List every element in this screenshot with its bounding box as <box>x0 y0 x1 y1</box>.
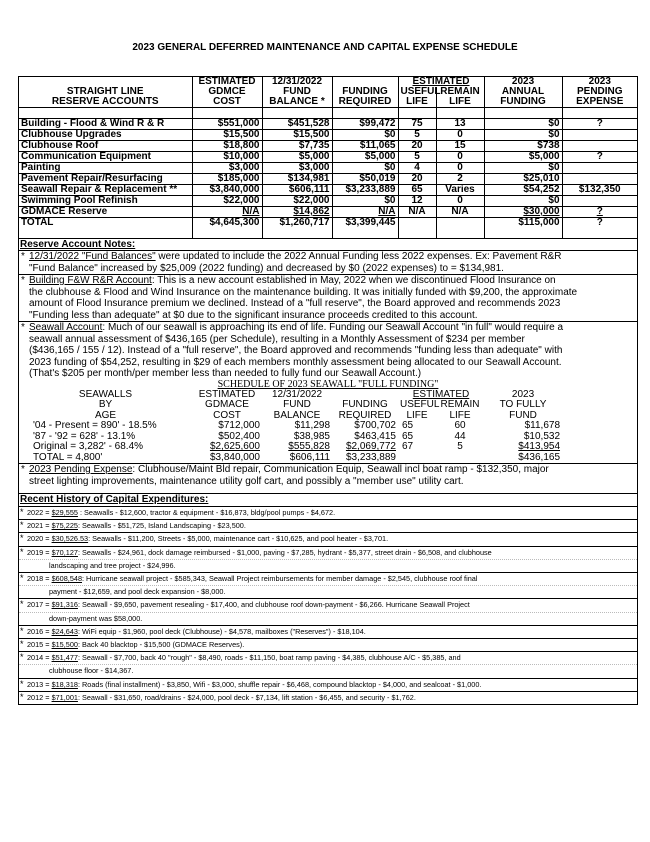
note-text: "Fund Balance" increased by $25,009 (2022 funding) and decreased by $0 (2022 expenses) to = $134,981. <box>29 262 504 274</box>
seawall-header-cell: LIFE <box>449 409 471 421</box>
history-heading: Recent History of Capital Expenditures: <box>20 494 209 505</box>
cell-balance: $22,000 <box>262 196 332 207</box>
cell-cost: $3,840,000 <box>192 185 262 196</box>
seawall-row <box>19 421 637 432</box>
cell-name: Swimming Pool Refinish <box>19 196 192 207</box>
history-text: : Seawalls - $24,961, dock damage reimbursed - $1,000, paving - $7,285, hydrant - $5,377, street drain - $6,508, and clubhouse <box>77 547 492 557</box>
seawall-header-cell <box>562 390 637 401</box>
pending-text: street lighting improvements, maintenance utility golf cart, and possibly a "member use" utility cart. <box>29 475 464 487</box>
history-item <box>19 506 637 519</box>
cell-funding: $25,010 <box>484 174 562 185</box>
seawall-balance: $11,298 <box>294 420 330 431</box>
seawall-age: '87 - '92 = 628' - 13.1% <box>33 430 136 442</box>
history-text: : Seawall - $9,650, pavement resealing - $17,400, and clubhouse roof down-payment - $6,266. Hurricane Seawall Project <box>77 600 470 610</box>
note-item <box>19 250 637 274</box>
spacer-cell <box>398 228 436 238</box>
cell-funding: $738 <box>484 141 562 152</box>
bullet-mark: * <box>20 652 24 663</box>
bullet-mark: * <box>20 546 24 557</box>
table-row <box>19 196 637 207</box>
seawall-header-cell: FUND <box>509 409 537 421</box>
note-text: seawall annual assessment of $436,165 (per Schedule), resulting in a Monthly Assessment of $234 per member <box>29 333 525 345</box>
spacer-cell <box>484 228 562 238</box>
history-year: 2020 = <box>27 534 52 544</box>
cell-required: $50,019 <box>332 174 398 185</box>
header-cell: PENDING <box>562 87 637 97</box>
table-row <box>19 163 637 174</box>
cell-name: GDMACE Reserve <box>19 207 192 218</box>
spacer-cell <box>19 108 192 119</box>
history-item <box>19 638 637 651</box>
seawall-header-cell: USEFUL <box>400 399 440 410</box>
seawall-header-cell: FUND <box>283 399 311 410</box>
seawall-header-cell: FUNDING <box>342 399 388 410</box>
header-cell: ESTIMATED <box>192 77 262 87</box>
header-cell: EXPENSE <box>562 97 637 108</box>
seawall-header-cell: BY <box>98 399 113 410</box>
notes-heading: Reserve Account Notes: <box>20 239 136 250</box>
note-text: "Funding less than adequate" at $0 due to the significant insurance proceeds credited to this account. <box>29 309 478 321</box>
seawall-required: $2,069,772 <box>345 441 396 452</box>
total-pending: ? <box>562 218 637 229</box>
header-cell: GDMCE <box>192 87 262 97</box>
cell-useful: 12 <box>398 196 436 207</box>
cell-cost: $15,500 <box>192 130 262 141</box>
cell-name: Painting <box>19 163 192 174</box>
history-year: 2017 = <box>27 600 52 610</box>
history-item <box>19 546 637 559</box>
spacer-cell <box>562 453 637 464</box>
header-cell: BALANCE * <box>262 97 332 108</box>
history-item <box>19 572 637 585</box>
bullet-mark: * <box>20 639 24 650</box>
schedule-frame <box>18 76 638 705</box>
history-year: 2018 = <box>27 574 52 584</box>
spacer-cell <box>562 442 637 453</box>
cell-required: $5,000 <box>332 152 398 163</box>
seawall-header-cell: 2023 <box>511 388 535 400</box>
note-text: : This is a new account established in May, 2022 when we discontinued Flood Insurance on <box>151 275 556 286</box>
cell-cost: N/A <box>192 207 262 218</box>
cell-balance: $451,528 <box>262 119 332 130</box>
spacer-cell <box>484 108 562 119</box>
header-cell: REMAIN <box>436 87 484 97</box>
header-cell: 2023 <box>562 77 637 87</box>
cell-balance: $15,500 <box>262 130 332 141</box>
total-remain <box>436 218 484 229</box>
history-year: 2021 = <box>27 521 52 531</box>
cell-cost: $22,000 <box>192 196 262 207</box>
header-cell: 2023 <box>484 77 562 87</box>
bullet-mark: * <box>21 322 25 333</box>
cell-cost: $3,000 <box>192 163 262 174</box>
history-continuation: clubhouse floor - $14,367. <box>19 664 637 677</box>
pending-lead: 2023 Pending Expense <box>29 464 133 475</box>
spacer-cell <box>192 108 262 119</box>
seawall-age: Original = 3,282' - 68.4% <box>33 441 144 452</box>
header-cell: FUND <box>262 87 332 97</box>
cell-funding: $0 <box>484 119 562 130</box>
seawall-cost: $712,000 <box>218 420 260 431</box>
history-item <box>19 651 637 664</box>
seawall-header-cell <box>562 400 637 411</box>
bullet-mark: * <box>20 507 24 517</box>
note-text: amount of Flood Insurance premium we declined. Instead of a "full reserve", the Board approved and recommends 2023 <box>29 298 561 309</box>
history-amount: $71,001 <box>51 692 78 702</box>
header-cell: USEFUL <box>398 87 436 97</box>
note-text: : Much of our seawall is approaching its end of life. Funding our Seawall Account "in full" would require a <box>102 322 564 333</box>
total-row <box>19 218 637 229</box>
seawall-balance: $606,111 <box>289 451 330 463</box>
reserve-accounts-table <box>19 77 637 238</box>
history-continuation: payment - $12,659, and pool deck expansion - $8,000. <box>19 585 637 598</box>
seawall-fund: $413,954 <box>518 441 561 452</box>
seawall-required: $700,702 <box>354 420 396 431</box>
seawall-age: TOTAL = 4,800' <box>33 451 103 463</box>
history-text: : Hurricane seawall project - $585,343, Seawall Project reimbursements for member damage - $2,545, clubhouse roof final <box>82 574 478 584</box>
history-amount: $29,555 <box>51 508 78 517</box>
cell-remain: 0 <box>436 196 484 207</box>
cell-name: Seawall Repair & Replacement ** <box>19 185 192 196</box>
total-funding: $115,000 <box>484 218 562 229</box>
history-year: 2022 = <box>27 508 52 517</box>
cell-remain: 0 <box>436 163 484 174</box>
note-lead: 12/31/2022 "Fund Balances" <box>29 251 156 262</box>
header-cell: FUNDING <box>332 87 398 97</box>
seawall-header-cell: TO FULLY <box>499 399 547 410</box>
total-cost: $4,645,300 <box>192 218 262 229</box>
seawall-remain: 44 <box>454 430 466 442</box>
seawall-required: $463,415 <box>354 430 396 442</box>
seawall-header-cell: COST <box>213 409 241 421</box>
seawall-header-cell: SEAWALLS <box>78 388 133 400</box>
cell-useful: 5 <box>398 130 436 141</box>
cell-funding: $30,000 <box>484 207 562 218</box>
history-item <box>19 598 637 611</box>
history-text: : Seawall - $7,700, back 40 "rough" - $8,490, roads - $11,150, boat ramp paving - $4,385, clubhouse A/C - $5,385, and <box>77 653 461 663</box>
reserve-notes <box>19 238 637 380</box>
history-year: 2019 = <box>27 547 52 557</box>
note-lead: Seawall Account <box>29 322 103 333</box>
cell-name: Clubhouse Roof <box>19 141 192 152</box>
header-cell: RESERVE ACCOUNTS <box>19 97 192 108</box>
cell-pending <box>562 174 637 185</box>
seawall-schedule-table <box>19 390 637 464</box>
history-text: : Seawall - $31,650, road/drains - $24,000, pool deck - $7,134, lift station - $6,455, and security - $1,762. <box>77 692 416 702</box>
note-lead: Building F&W R&R Account <box>29 275 152 286</box>
cell-remain: 2 <box>436 174 484 185</box>
history-year: 2015 = <box>27 640 52 650</box>
cell-cost: $18,800 <box>192 141 262 152</box>
seawall-fund: $11,678 <box>524 420 561 431</box>
cell-pending: ? <box>562 119 637 130</box>
cell-pending: ? <box>562 207 637 218</box>
cell-pending <box>562 141 637 152</box>
seawall-header-cell: AGE <box>94 409 117 421</box>
history-amount: $91,316 <box>51 600 78 610</box>
cell-pending: ? <box>562 152 637 163</box>
table-row <box>19 130 637 141</box>
spacer-cell <box>436 108 484 119</box>
header-cell: FUNDING <box>484 97 562 108</box>
history-amount: $75,225 <box>51 521 78 531</box>
cell-useful: 5 <box>398 152 436 163</box>
history-amount: $18,318 <box>51 679 78 689</box>
table-row <box>19 141 637 152</box>
cell-remain: 15 <box>436 141 484 152</box>
cell-balance: $3,000 <box>262 163 332 174</box>
cell-useful: 65 <box>398 185 436 196</box>
pending-text: : Clubhouse/Maint Bld repair, Communication Equip, Seawall incl boat ramp - $132,350, major <box>132 464 549 475</box>
bullet-mark: * <box>21 251 25 262</box>
bullet-mark: * <box>20 573 24 584</box>
history-text: : Seawalls - $51,725, Island Landscaping - $23,500. <box>77 521 246 531</box>
header-cell: REQUIRED <box>332 97 398 108</box>
history-amount: $70,127 <box>51 547 78 557</box>
cell-name: Communication Equipment <box>19 152 192 163</box>
cell-remain: N/A <box>436 207 484 218</box>
seawall-remain: 5 <box>457 441 463 452</box>
bullet-mark: * <box>20 678 24 689</box>
spacer-cell <box>332 108 398 119</box>
cell-useful: N/A <box>398 207 436 218</box>
note-item <box>19 321 637 380</box>
spacer-cell <box>436 228 484 238</box>
cell-cost: $551,000 <box>192 119 262 130</box>
cell-required: N/A <box>332 207 398 218</box>
seawall-balance: $38,985 <box>293 430 330 442</box>
bullet-mark: * <box>21 275 25 286</box>
page-title: 2023 GENERAL DEFERRED MAINTENANCE AND CAPITAL EXPENSE SCHEDULE <box>132 42 518 53</box>
note-text: the clubhouse & Flood and Wind Insurance on the maintenance building. It was initially funded with $9,200, the approximate <box>29 286 578 298</box>
header-cell: LIFE <box>436 97 484 108</box>
cell-balance: $134,981 <box>262 174 332 185</box>
note-item <box>19 274 637 321</box>
cell-funding: $0 <box>484 163 562 174</box>
cell-useful: 4 <box>398 163 436 174</box>
seawall-balance: $555,828 <box>288 441 330 452</box>
total-balance: $1,260,717 <box>262 218 332 229</box>
spacer-cell <box>262 228 332 238</box>
seawall-header-cell: 12/31/2022 <box>271 388 323 400</box>
cell-required: $11,065 <box>332 141 398 152</box>
cell-funding: $0 <box>484 196 562 207</box>
history-text: : Seawalls - $11,200, Streets - $5,000, maintenance cart - $10,625, and pool heater - $3,701. <box>88 534 389 544</box>
cell-funding: $0 <box>484 130 562 141</box>
cell-balance: $606,111 <box>262 185 332 196</box>
cell-cost: $10,000 <box>192 152 262 163</box>
bullet-mark: * <box>20 625 24 636</box>
table-row <box>19 119 637 130</box>
cell-funding: $54,252 <box>484 185 562 196</box>
history-year: 2014 = <box>27 653 52 663</box>
cell-required: $0 <box>332 196 398 207</box>
table-row <box>19 207 637 218</box>
history-text: : Back 40 blacktop - $15,500 (GDMACE Reserves). <box>77 640 245 650</box>
note-text: were updated to include the 2022 Annual Funding less 2022 expenses. Ex: Pavement R&R <box>155 251 562 262</box>
spacer-cell <box>332 228 398 238</box>
cell-name: Pavement Repair/Resurfacing <box>19 174 192 185</box>
table-row <box>19 174 637 185</box>
seawall-useful: 65 <box>402 420 414 431</box>
cell-remain: 0 <box>436 130 484 141</box>
cell-funding: $5,000 <box>484 152 562 163</box>
seawall-header-cell: ESTIMATED <box>198 388 256 400</box>
seawall-header-cell: BALANCE <box>273 409 321 421</box>
cell-pending <box>562 196 637 207</box>
history-amount: $24,643 <box>51 626 78 636</box>
header-cell: 12/31/2022 <box>262 77 332 87</box>
bullet-mark: * <box>20 691 24 702</box>
seawall-useful <box>398 453 436 464</box>
bullet-mark: * <box>21 464 25 475</box>
history-item <box>19 678 637 691</box>
seawall-row <box>19 453 637 464</box>
cell-required: $99,472 <box>332 119 398 130</box>
spacer-cell <box>562 432 637 443</box>
seawall-cost: $2,625,600 <box>209 441 260 452</box>
total-required: $3,399,445 <box>332 218 398 229</box>
spacer-cell <box>192 228 262 238</box>
history-text: : WiFi equip - $1,960, pool deck (Clubhouse) - $4,578, mailboxes ("Reserves") - $18,104. <box>77 626 366 636</box>
seawall-header-cell <box>562 411 637 422</box>
cell-balance: $14,862 <box>262 207 332 218</box>
history-text: : Roads (final installment) - $3,850, Wifi - $3,000, shuffle repair - $6,468, compound blacktop - $4,000, and sealcoat - $1,000. <box>77 679 482 689</box>
spacer-cell <box>562 108 637 119</box>
seawall-remain <box>436 453 484 464</box>
seawall-fund: $10,532 <box>523 430 561 442</box>
history-item <box>19 625 637 638</box>
cell-pending: $132,350 <box>562 185 637 196</box>
seawall-header-cell: LIFE <box>406 409 428 421</box>
history-continuation: landscaping and tree project - $24,996. <box>19 559 637 572</box>
header-cell: ANNUAL <box>484 87 562 97</box>
history-item <box>19 532 637 545</box>
spacer-cell <box>398 108 436 119</box>
seawall-required: $3,233,889 <box>345 451 396 463</box>
table-row <box>19 185 637 196</box>
cell-name: Building - Flood & Wind R & R <box>19 119 192 130</box>
header-cell: ESTIMATED <box>398 77 484 87</box>
cell-required: $0 <box>332 130 398 141</box>
seawall-remain: 60 <box>454 420 466 431</box>
seawall-header-cell: ESTIMATED <box>412 388 470 400</box>
cell-useful: 20 <box>398 141 436 152</box>
bullet-mark: * <box>20 599 24 610</box>
cell-required: $0 <box>332 163 398 174</box>
seawall-useful: 67 <box>402 441 414 452</box>
history-amount: $30,526.53 <box>51 534 89 544</box>
cell-balance: $5,000 <box>262 152 332 163</box>
pending-note <box>19 464 637 487</box>
history-amount: $608,548 <box>51 574 82 584</box>
history-text: : Seawalls - $12,600, tractor & equipment - $16,873, bldg/pool pumps - $4,672. <box>77 508 336 517</box>
cell-balance: $7,735 <box>262 141 332 152</box>
seawall-cost: $502,400 <box>218 430 260 442</box>
bullet-mark: * <box>20 533 24 544</box>
history-amount: $15,500 <box>51 640 78 650</box>
history-continuation: down-payment was $58,000. <box>19 612 637 625</box>
spacer-cell <box>19 228 192 238</box>
seawall-cost: $3,840,000 <box>209 451 260 463</box>
table-row <box>19 152 637 163</box>
seawall-row <box>19 442 637 453</box>
seawall-useful: 65 <box>402 430 414 442</box>
note-text: (That's $205 per month/per member less than needed to fully fund our Seawall Account.) <box>29 368 422 379</box>
seawall-age: '04 - Present = 890' - 18.5% <box>33 420 157 431</box>
history-item <box>19 519 637 532</box>
cell-cost: $185,000 <box>192 174 262 185</box>
spacer-cell <box>562 421 637 432</box>
header-cell: LIFE <box>398 97 436 108</box>
cell-remain: 0 <box>436 152 484 163</box>
spacer-cell <box>562 228 637 238</box>
total-useful <box>398 218 436 229</box>
history-amount: $51,477 <box>51 653 78 663</box>
cell-useful: 75 <box>398 119 436 130</box>
history-item <box>19 691 637 704</box>
seawall-header-cell: GDMACE <box>205 399 249 410</box>
header-cell: STRAIGHT LINE <box>66 86 144 97</box>
cell-required: $3,233,889 <box>332 185 398 196</box>
total-name: TOTAL <box>19 218 192 229</box>
cell-useful: 20 <box>398 174 436 185</box>
spacer-cell <box>262 108 332 119</box>
seawall-fund: $436,165 <box>518 451 561 463</box>
history-year: 2012 = <box>27 692 52 702</box>
note-text: ($436,165 / 155 / 12). Instead of a "full reserve", the Board approved and recommends "funding less than adequate" with <box>29 345 563 356</box>
seawall-header-cell: REQUIRED <box>338 409 392 421</box>
cell-name: Clubhouse Upgrades <box>19 130 192 141</box>
cell-remain: Varies <box>436 185 484 196</box>
seawall-schedule-title: SCHEDULE OF 2023 SEAWALL "FULL FUNDING" <box>217 378 439 390</box>
seawall-header-cell: REMAIN <box>440 399 480 410</box>
note-text: 2023 funding of $54,252, resulting in $29 of each members monthly assessment being allocated to our Seawall Account. <box>29 356 562 368</box>
cell-remain: 13 <box>436 119 484 130</box>
header-cell: COST <box>192 97 262 108</box>
bullet-mark: * <box>20 520 24 531</box>
cell-pending <box>562 130 637 141</box>
history-year: 2016 = <box>27 626 52 636</box>
history-year: 2013 = <box>27 679 52 689</box>
cell-pending <box>562 163 637 174</box>
